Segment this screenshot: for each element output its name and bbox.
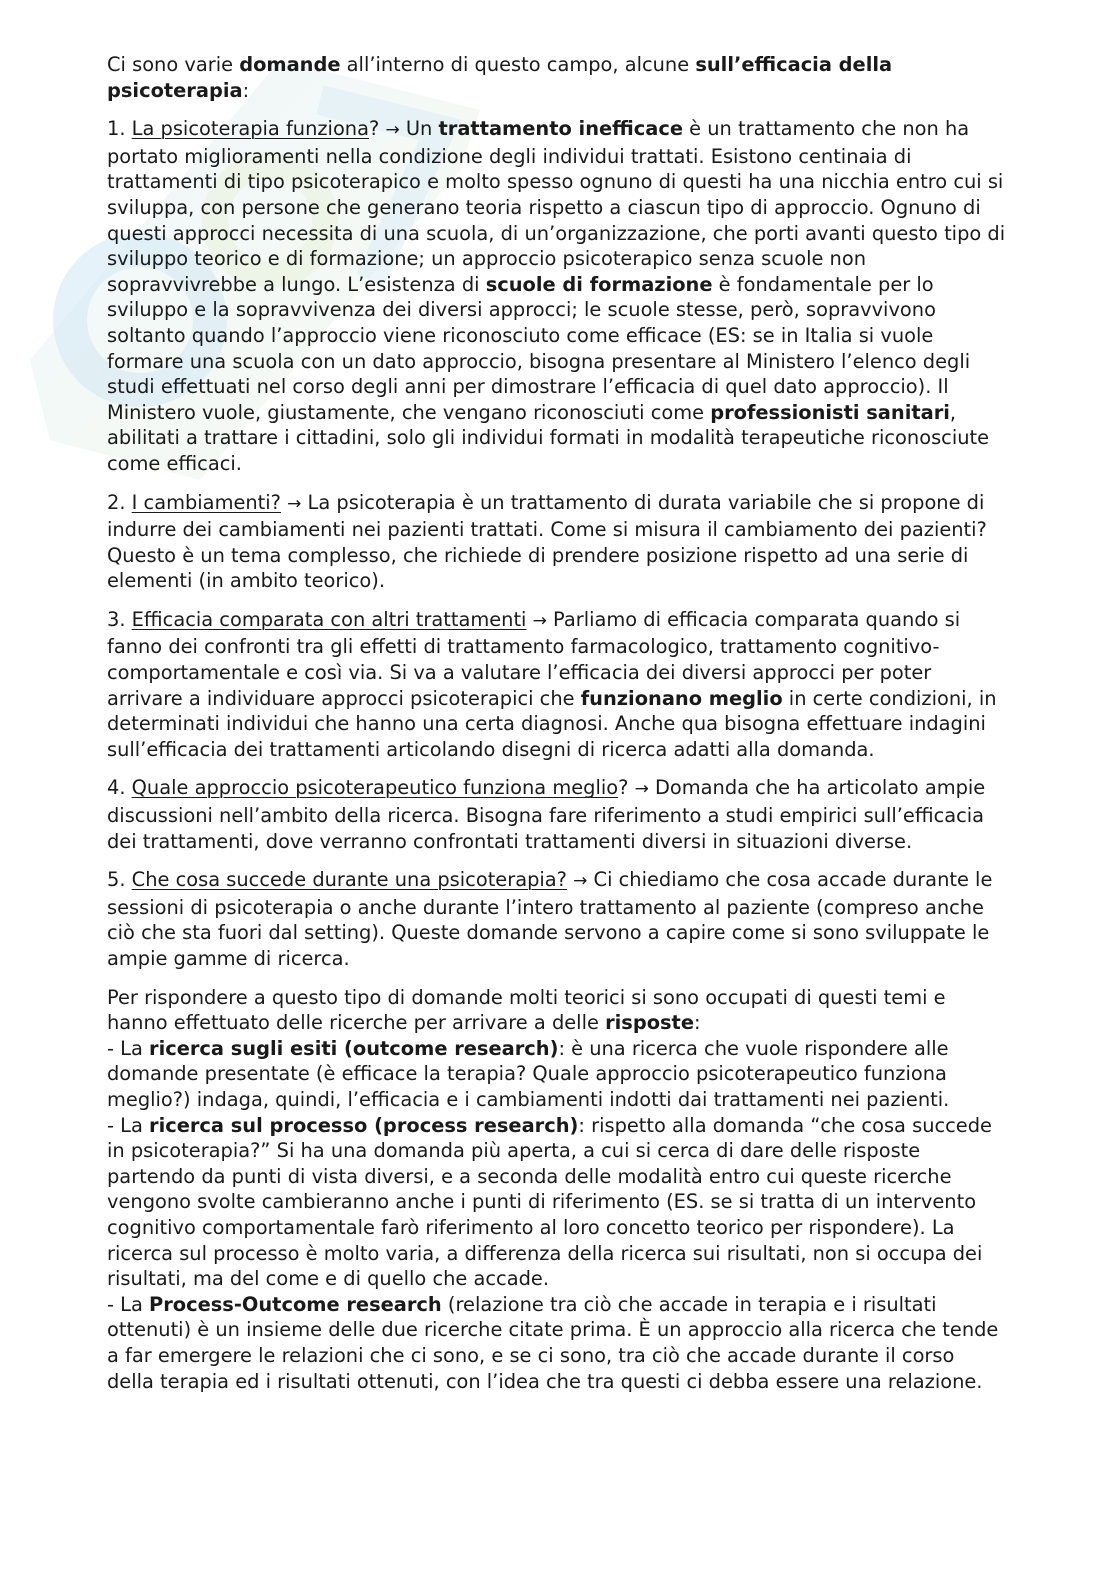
arrow-icon: →	[287, 493, 302, 514]
answers-paragraph: Per rispondere a questo tipo di domande molti teorici si sono occupati di questi temi e hanno effettuato delle ricerche per arrivare a delle risposte:	[107, 985, 946, 1035]
question-2-paragraph: 2. I cambiamenti? → La psicoterapia è un trattamento di durata variabile che si propone di indurre dei cambiamenti nei pazienti trattati. Come si misura il cambiamento dei pazienti? Questo è un tema complesso, che richiede di prendere posizione rispetto ad una serie di elementi (in ambito teorico).	[107, 490, 987, 593]
question-5-title: Che cosa succede durante una psicoterapia?	[131, 868, 567, 892]
arrow-icon: →	[634, 779, 649, 800]
document-page	[107, 52, 1007, 1394]
list-item-process-outcome-research: - La Process-Outcome research (relazione tra ciò che accade in terapia e i risultati ottenuti) è un insieme delle due ricerche citate prima. È un approccio alla ricerca che tende a far emergere le relazioni che ci sono, e se ci sono, tra ciò che accade durante il corso della terapia ed i risultati ottenuti, con l’idea che tra questi ci debba essere una relazione.	[107, 1292, 999, 1393]
question-1-paragraph: 1. La psicoterapia funziona? → Un trattamento inefficace è un trattamento che non ha portato miglioramenti nella condizione degli individui trattati. Esistono centinaia di trattamenti di tipo psicoterapico e molto spesso ognuno di questi ha una nicchia entro cui si sviluppa, con persone che generano teoria rispetto a ciascun tipo di approccio. Ognuno di questi approcci necessita di una scuola, di un’organizzazione, che porti avanti questo tipo di sviluppo teorico e di formazione; un approccio psicoterapico senza scuole non sopravvivrebbe a lungo. L’esistenza di scuole di formazione è fondamentale per lo sviluppo e la sopravvivenza dei diversi approcci; le scuole stesse, però, sopravvivono soltanto quando l’approccio viene riconosciuto come efficace (ES: se in Italia si vuole formare una scuola con un dato approccio, bisogna presentare al Ministero l’elenco degli studi effettuati nel corso degli anni per dimostrare l’efficacia di quel dato approccio). Il Ministero vuole, giustamente, che vengano riconosciuti come professionisti sanitari, abilitati a trattare i cittadini, solo gli individui formati in modalità terapeutiche riconosciute come efficaci.	[107, 117, 1006, 475]
intro-paragraph: Ci sono varie domande all’interno di questo campo, alcune sull’efficacia della psicoterapia:	[107, 53, 893, 102]
arrow-icon: →	[532, 610, 547, 631]
arrow-icon: →	[573, 871, 588, 892]
question-5-paragraph: 5. Che cosa succede durante una psicoterapia? → Ci chiediamo che cosa accade durante le sessioni di psicoterapia o anche durante l’intero trattamento al paziente (compreso anche ciò che sta fuori dal setting). Queste domande servono a capire come si sono sviluppate le ampie gamme di ricerca.	[107, 868, 993, 970]
question-4-paragraph: 4. Quale approccio psicoterapeutico funziona meglio? → Domanda che ha articolato ampie discussioni nell’ambito della ricerca. Bisogna fare riferimento a studi empirici sull’efficacia dei trattamenti, dove verranno confrontati trattamenti diversi in situazioni diverse.	[107, 776, 986, 853]
arrow-icon: →	[385, 120, 400, 141]
list-item-outcome-research: - La ricerca sugli esiti (outcome research): è una ricerca che vuole rispondere alle domande presentate (è efficace la terapia? Quale approccio psicoterapeutico funziona meglio?) indaga, quindi, l’efficacia e i cambiamenti indotti dai trattamenti nei pazienti.	[107, 1036, 950, 1111]
question-3-title: Efficacia comparata con altri trattamenti	[131, 607, 527, 631]
question-1-title: La psicoterapia funziona	[131, 117, 369, 141]
question-4-title: Quale approccio psicoterapeutico funziona meglio	[131, 776, 619, 800]
question-2-title: I cambiamenti?	[131, 490, 281, 514]
question-3-paragraph: 3. Efficacia comparata con altri trattamenti → Parliamo di efficacia comparata quando si fanno dei confronti tra gli effetti di trattamento farmacologico, trattamento cognitivo-comportamentale e così via. Si va a valutare l’efficacia dei diversi approcci per poter arrivare a individuare approcci psicoterapici che funzionano meglio in certe condizioni, in determinati individui che hanno una certa diagnosi. Anche qua bisogna effettuare indagini sull’efficacia dei trattamenti articolando disegni di ricerca adatti alla domanda.	[107, 607, 997, 761]
list-item-process-research: - La ricerca sul processo (process research): rispetto alla domanda “che cosa succede in psicoterapia?” Si ha una domanda più aperta, a cui si cerca di dare delle risposte partendo da punti di vista diversi, e a seconda delle modalità entro cui queste ricerche vengono svolte cambieranno anche i punti di riferimento (ES. se si tratta di un intervento cognitivo comportamentale farò riferimento al loro concetto teorico per rispondere). La ricerca sul processo è molto varia, a differenza della ricerca sui risultati, non si occupa dei risultati, ma del come e di quello che accade.	[107, 1113, 992, 1291]
